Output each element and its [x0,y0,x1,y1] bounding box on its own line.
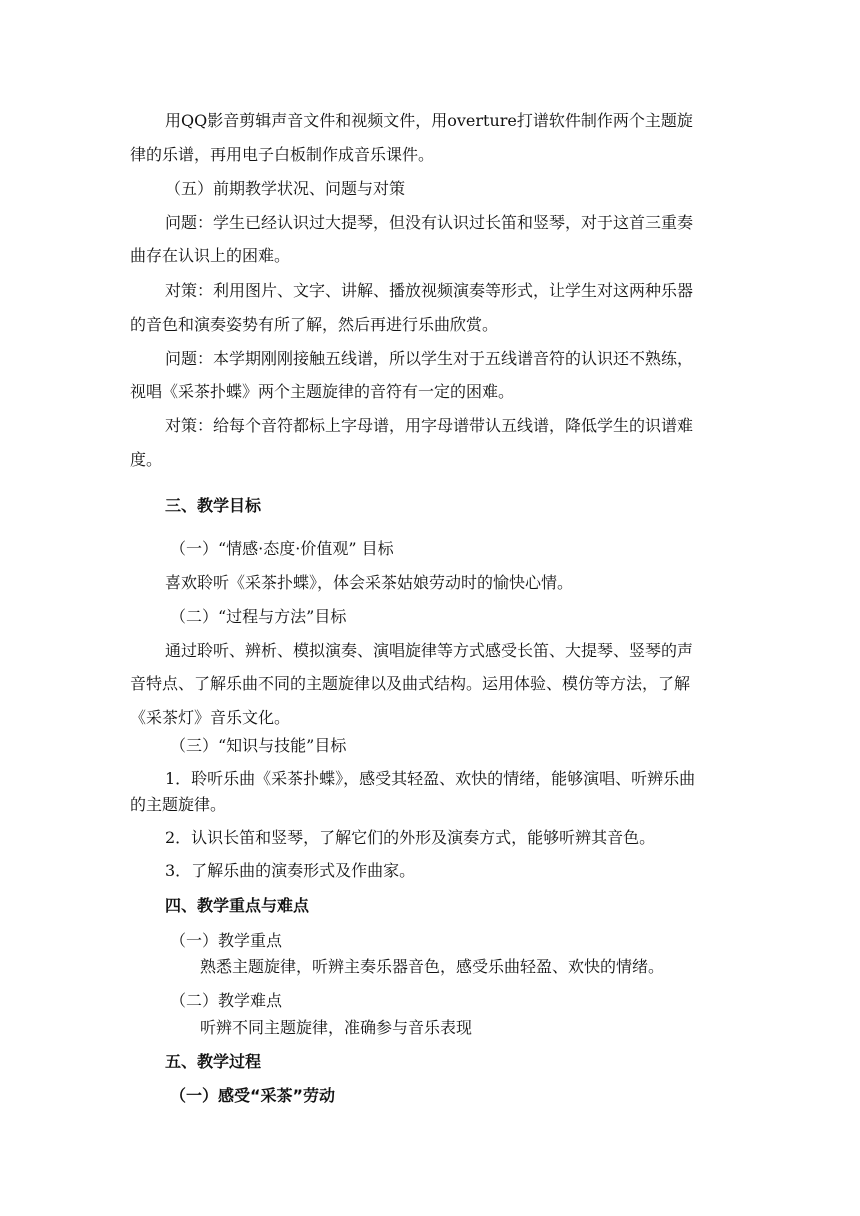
paragraph-line: 喜欢聆听《采茶扑蝶》，体会采茶姑娘劳动时的愉快心情。 [165,573,574,592]
paragraph-line: 通过聆听、辨析、模拟演奏、演唱旋律等方式感受长笛、大提琴、竖琴的声 [165,641,694,660]
list-item: 1．聆听乐曲《采茶扑蝶》，感受其轻盈、欢快的情绪，能够演唱、听辨乐曲 [165,769,696,788]
chapter-heading: 五、教学过程 [165,1052,262,1071]
paragraph-line: 律的乐谱，再用电子白板制作成音乐课件。 [130,145,435,164]
paragraph-line: 问题：学生已经认识过大提琴，但没有认识过长笛和竖琴，对于这首三重奏 [165,213,694,232]
section-heading: （二）“过程与方法”目标 [170,607,347,626]
section-heading: （一）教学重点 [170,931,283,950]
paragraph-line: 的音色和演奏姿势有所了解，然后再进行乐曲欣赏。 [130,315,499,334]
section-heading: （一）感受“采茶”劳动 [170,1086,336,1105]
section-heading: （一）“情感·态度·价值观” 目标 [170,539,394,558]
paragraph-line: 用QQ影音剪辑声音文件和视频文件，用overture打谱软件制作两个主题旋 [165,111,693,130]
section-heading: （二）教学难点 [170,991,283,1010]
paragraph-line: 问题：本学期刚刚接触五线谱，所以学生对于五线谱音符的认识还不熟练， [165,349,694,368]
section-heading: （三）“知识与技能”目标 [170,736,347,755]
paragraph-line: 视唱《采茶扑蝶》两个主题旋律的音符有一定的困难。 [130,382,515,401]
chapter-heading: 三、教学目标 [165,496,262,515]
paragraph-line: 听辨不同主题旋律，准确参与音乐表现 [200,1018,473,1037]
paragraph-line: 《采茶灯》音乐文化。 [130,708,291,727]
paragraph-line: 对策：给每个音符都标上字母谱，用字母谱带认五线谱，降低学生的识谱难 [165,416,694,435]
list-item: 3．了解乐曲的演奏形式及作曲家。 [165,861,416,880]
chapter-heading: 四、教学重点与难点 [165,896,310,915]
paragraph-line: 对策：利用图片、文字、讲解、播放视频演奏等形式，让学生对这两种乐器 [165,281,694,300]
paragraph-line: 熟悉主题旋律，听辨主奏乐器音色，感受乐曲轻盈、欢快的情绪。 [200,957,665,976]
paragraph-line: 曲存在认识上的困难。 [130,246,291,265]
list-item: 2．认识长笛和竖琴，了解它们的外形及演奏方式，能够听辨其音色。 [165,828,656,847]
section-heading: （五）前期教学状况、问题与对策 [165,179,406,198]
list-item-continuation: 的主题旋律。 [130,795,227,814]
paragraph-line: 音特点、了解乐曲不同的主题旋律以及曲式结构。运用体验、模仿等方法，了解 [130,674,691,693]
paragraph-line: 度。 [130,450,163,469]
